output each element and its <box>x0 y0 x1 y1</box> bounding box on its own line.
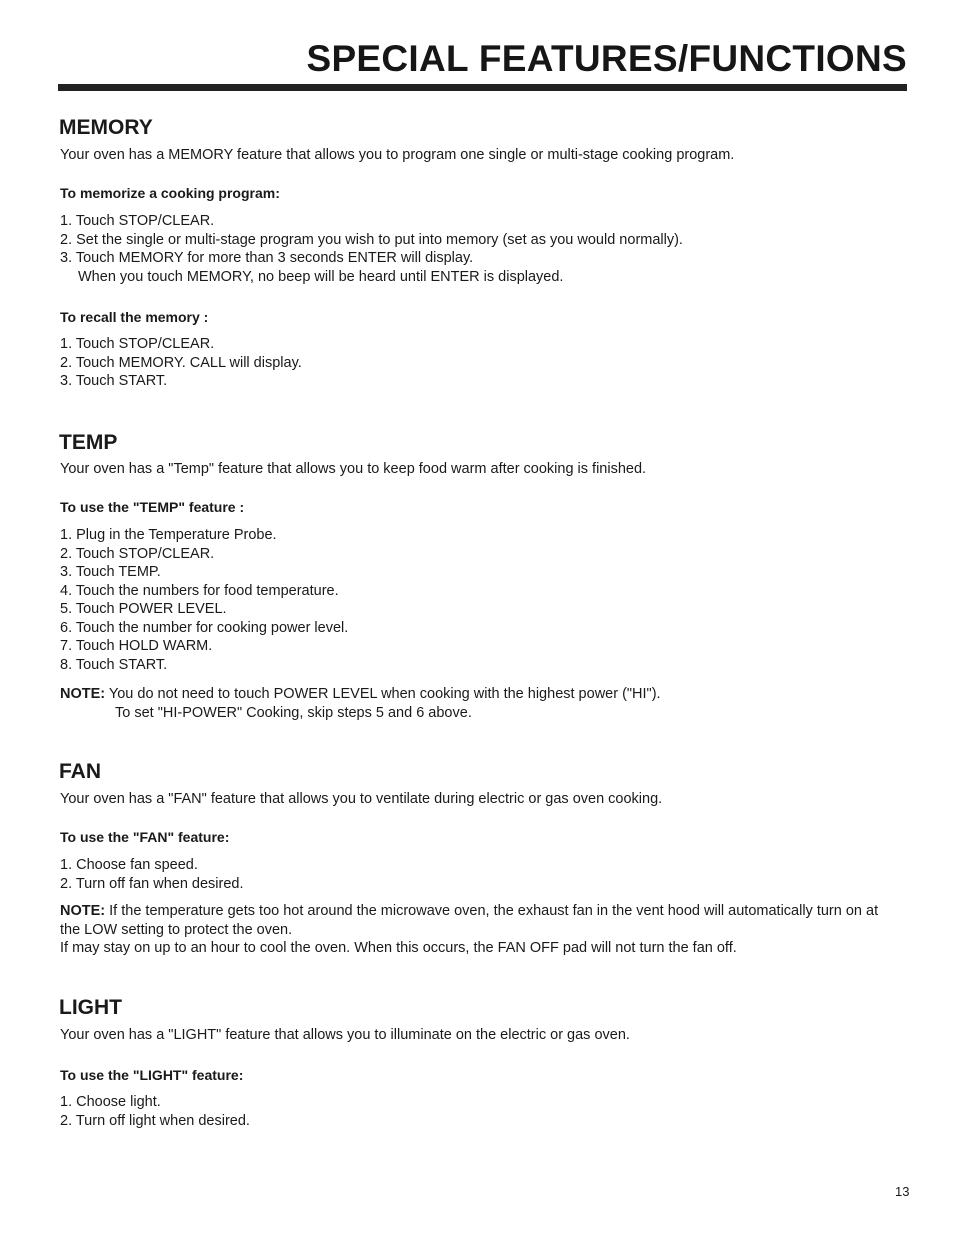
note-label: NOTE: <box>60 903 106 919</box>
page-title: SPECIAL FEATURES/FUNCTIONS <box>306 38 907 79</box>
fan-note <box>60 902 890 958</box>
list-item: 3. Touch MEMORY for more than 3 seconds ENTER will display. <box>60 250 474 266</box>
light-intro: Your oven has a "LIGHT" feature that allows you to illuminate on the electric or gas oven. <box>60 1027 630 1043</box>
page-number: 13 <box>895 1184 910 1199</box>
memorize-subheading: To memorize a cooking program: <box>60 185 280 201</box>
memorize-steps <box>60 212 683 286</box>
memory-intro: Your oven has a MEMORY feature that allows you to program one single or multi-stage cooking program. <box>60 147 735 163</box>
list-item: 2. Turn off light when desired. <box>60 1112 250 1129</box>
recall-steps <box>60 335 302 391</box>
list-item: 3. Touch START. <box>60 373 168 389</box>
list-item: 6. Touch the number for cooking power level. <box>60 619 349 636</box>
list-item: 1. Touch STOP/CLEAR. <box>60 213 215 229</box>
list-item: 2. Turn off fan when desired. <box>60 875 244 892</box>
temp-intro: Your oven has a "Temp" feature that allows you to keep food warm after cooking is finished. <box>60 461 647 477</box>
list-item: 7. Touch HOLD WARM. <box>60 638 213 654</box>
recall-subheading: To recall the memory : <box>60 309 209 325</box>
light-steps <box>60 1093 250 1130</box>
list-item: 2. Touch STOP/CLEAR. <box>60 545 215 562</box>
fan-intro: Your oven has a "FAN" feature that allows you to ventilate during electric or gas oven cooking. <box>60 791 663 807</box>
list-item: 8. Touch START. <box>60 656 168 673</box>
list-item: 2. Set the single or multi-stage program you wish to put into memory (set as you would normally). <box>60 231 683 248</box>
note-text: If may stay on up to an hour to cool the oven. When this occurs, the FAN OFF pad will not turn the fan off. <box>60 940 737 956</box>
memorize-note: When you touch MEMORY, no beep will be heard until ENTER is displayed. <box>78 268 564 285</box>
list-item: 1. Touch STOP/CLEAR. <box>60 336 215 352</box>
list-item: 5. Touch POWER LEVEL. <box>60 601 227 617</box>
fan-use-subheading: To use the "FAN" feature: <box>60 829 230 845</box>
temp-use-subheading: To use the "TEMP" feature : <box>60 499 245 515</box>
temp-steps <box>60 526 348 674</box>
memory-heading: MEMORY <box>59 116 153 139</box>
fan-steps <box>60 856 244 893</box>
list-item: 1. Choose light. <box>60 1094 161 1110</box>
note-text: If the temperature gets too hot around the microwave oven, the exhaust fan in the vent hood will automatically turn on at the LOW setting to protect the oven. <box>60 903 879 938</box>
note-text: You do not need to touch POWER LEVEL when cooking with the highest power ("HI"). <box>108 686 661 702</box>
temp-note <box>60 685 890 722</box>
light-heading: LIGHT <box>59 996 122 1019</box>
note-text: To set "HI-POWER" Cooking, skip steps 5 and 6 above. <box>115 704 472 721</box>
light-use-subheading: To use the "LIGHT" feature: <box>60 1067 244 1083</box>
list-item: 1. Choose fan speed. <box>60 857 198 873</box>
list-item: 2. Touch MEMORY. CALL will display. <box>60 354 302 371</box>
fan-heading: FAN <box>59 760 101 783</box>
list-item: 3. Touch TEMP. <box>60 564 161 580</box>
list-item: 1. Plug in the Temperature Probe. <box>60 527 277 543</box>
title-rule <box>58 84 907 91</box>
note-label: NOTE: <box>60 686 106 702</box>
temp-heading: TEMP <box>59 431 118 454</box>
list-item: 4. Touch the numbers for food temperature. <box>60 582 339 599</box>
